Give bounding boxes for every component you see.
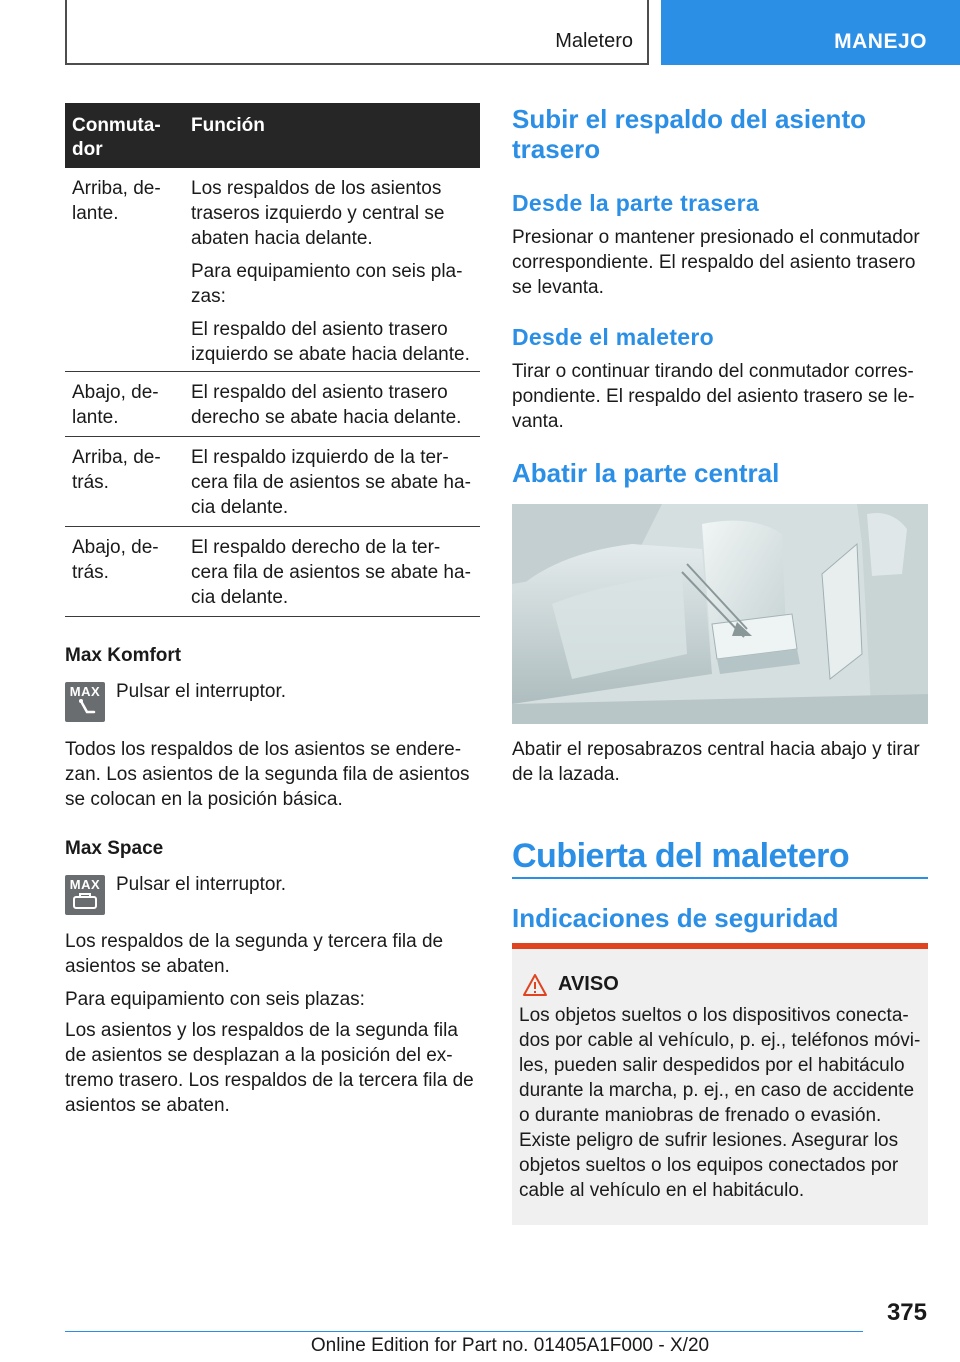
row-switch: Abajo, de- lante.	[72, 382, 159, 428]
table-row	[65, 372, 480, 437]
row-function: El respaldo izquierdo de la ter- cera fila de asientos se abate ha- cia delante.	[191, 447, 471, 518]
max-komfort-title: Max Komfort	[65, 645, 182, 666]
chapter-label: MANEJO	[834, 30, 927, 53]
row-switch: Abajo, de- trás.	[72, 537, 159, 583]
safety-heading: Indicaciones de seguridad	[512, 903, 839, 933]
warning-text: Los objetos sueltos o los dispositivos conecta- dos por cable al vehículo, p. ej., teléfonos móvi- les, pueden salir despedidos por el habitáculo durante la marcha, p. ej., en caso de accidente o durante maniobras de frenado o evasión. Existe peligro de sufrir lesiones. Asegurar los objetos sueltos o los equipos conectados por cable al vehículo en el habitáculo.	[519, 1005, 921, 1201]
table-row	[65, 168, 480, 372]
max-space-instruction: Pulsar el interruptor.	[116, 874, 287, 895]
header-switch: Conmuta- dor	[72, 115, 161, 160]
rear-seat-armrest-image	[512, 504, 928, 724]
row-function: Para equipamiento con seis pla- zas:	[191, 261, 463, 307]
header-section-box	[65, 0, 649, 65]
max-komfort-icon: MAX	[65, 682, 105, 722]
max-space-text-3: Los asientos y los respaldos de la segunda fila de asientos se desplazan a la posición del ex- tremo trasero. Los respaldos de la tercera fila de asientos se abaten.	[65, 1020, 474, 1116]
row-function: El respaldo del asiento trasero derecho se abate hacia delante.	[191, 382, 462, 428]
max-space-icon: MAX	[65, 875, 105, 915]
row-function: El respaldo derecho de la ter- cera fila de asientos se abate ha- cia delante.	[191, 537, 471, 608]
from-rear-text: Presionar o mantener presionado el conmutador correspondiente. El respaldo del asiento trasero se levanta.	[512, 227, 920, 298]
heading-rule	[512, 877, 928, 879]
raise-backrest-heading: Subir el respaldo del asiento trasero	[512, 104, 866, 164]
chapter-tab[interactable]	[661, 0, 960, 65]
page-number: 375	[886, 1299, 927, 1326]
warning-bar	[512, 943, 928, 949]
edition-line: Online Edition for Part no. 01405A1F000 - X/20	[310, 1335, 710, 1356]
table-row	[65, 527, 480, 617]
warning-label: AVISO	[558, 973, 619, 995]
table-row	[65, 437, 480, 527]
row-function: El respaldo del asiento trasero izquierdo se abate hacia delante.	[191, 319, 470, 365]
max-space-text-2: Para equipamiento con seis plazas:	[65, 989, 365, 1010]
from-rear-heading: Desde la parte trasera	[512, 190, 759, 216]
max-komfort-text: Todos los respaldos de los asientos se endere- zan. Los asientos de la segunda fila de asientos se colocan en la posición básica.	[65, 739, 470, 810]
footer-rule	[65, 1331, 863, 1332]
table-header	[65, 103, 480, 168]
header-function: Función	[191, 115, 265, 136]
section-title: Maletero	[555, 30, 633, 52]
row-function: Los respaldos de los asientos traseros izquierdo y central se abaten hacia delante.	[191, 178, 445, 249]
max-komfort-instruction: Pulsar el interruptor.	[116, 681, 287, 702]
fold-center-heading: Abatir la parte central	[512, 458, 780, 488]
from-trunk-heading: Desde el maletero	[512, 324, 714, 350]
from-trunk-text: Tirar o continuar tirando del conmutador corres- pondiente. El respaldo del asiento trasero se le- vanta.	[512, 361, 915, 432]
trunk-cover-heading: Cubierta del maletero	[512, 837, 850, 875]
max-space-title: Max Space	[65, 838, 164, 859]
row-switch: Arriba, de- trás.	[72, 447, 161, 493]
max-space-text-1: Los respaldos de la segunda y tercera fila de asientos se abaten.	[65, 931, 444, 977]
row-switch: Arriba, de- lante.	[72, 178, 161, 224]
switch-function-table	[65, 103, 480, 617]
warning-triangle-icon	[522, 973, 548, 997]
warning-box	[512, 943, 928, 1225]
fold-center-text: Abatir el reposabrazos central hacia abajo y tirar de la lazada.	[512, 739, 920, 785]
